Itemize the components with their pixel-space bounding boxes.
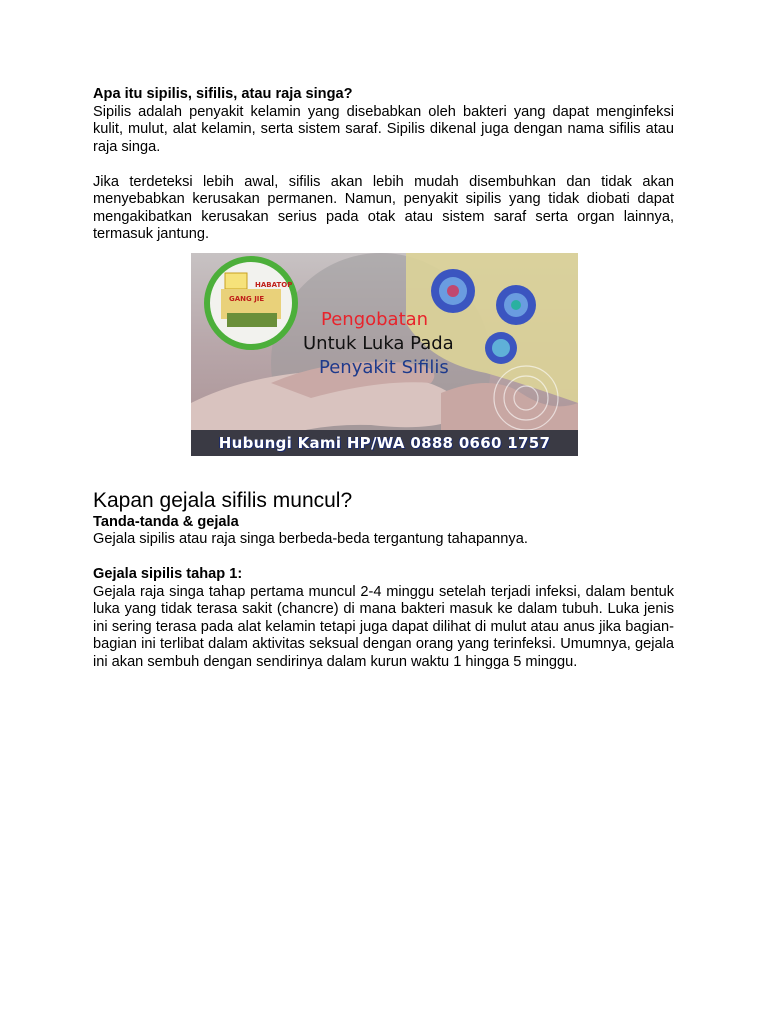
subheading-stage-1: Gejala sipilis tahap 1: bbox=[93, 566, 243, 582]
banner-illustration bbox=[191, 253, 578, 456]
paragraph-intro: Gejala sipilis atau raja singa berbeda-beda tergantung tahapannya. bbox=[93, 531, 528, 547]
paragraph-early-detection: Jika terdeteksi lebih awal, sifilis akan lebih mudah disembuhkan dan tidak akan menyebabkan kerusakan permanen. Namun, penyakit sipilis yang tidak diobati dapat mengakibatkan kerusakan serius pada otak atau sistem saraf serta organ lainnya, termasuk jantung. bbox=[93, 173, 674, 242]
spacer bbox=[93, 549, 674, 567]
product-badge-icon bbox=[207, 259, 295, 347]
svg-text:HABATOP: HABATOP bbox=[255, 280, 293, 289]
banner-title-line-3: Penyakit Sifilis bbox=[319, 356, 449, 378]
banner-contact-bar: Hubungi Kami HP/WA 0888 0660 1757 bbox=[191, 430, 578, 456]
banner-title-line-1: Pengobatan bbox=[321, 308, 429, 330]
promo-banner-image bbox=[191, 253, 578, 456]
document-page bbox=[93, 86, 674, 671]
paragraph-definition: Sipilis adalah penyakit kelamin yang disebabkan oleh bakteri yang dapat menginfeksi kulit, mulut, alat kelamin, serta sistem saraf. Sipilis dikenal juga dengan nama sifilis atau raja singa. bbox=[93, 103, 674, 155]
svg-text:GANG JIE: GANG JIE bbox=[229, 294, 265, 303]
spacer bbox=[93, 156, 674, 174]
banner-title-line-2: Untuk Luka Pada bbox=[303, 332, 454, 354]
subheading-signs: Tanda-tanda & gejala bbox=[93, 513, 239, 530]
paragraph-stage-1: Gejala raja singa tahap pertama muncul 2-4 minggu setelah terjadi infeksi, dalam bentuk luka yang tidak terasa sakit (chancre) di mana bakteri masuk ke dalam tubuh. Luka jenis ini sering terasa pada alat kelamin tetapi juga dapat dilihat di mulut atau anus jika bagian-bagian ini terlibat dalam aktivitas seksual dengan orang yang terinfeksi. Umumnya, gejala ini akan sembuh dengan sendirinya dalam kurun waktu 1 hingga 5 minggu. bbox=[93, 583, 674, 670]
section-heading-what-is: Apa itu sipilis, sifilis, atau raja singa? bbox=[93, 86, 353, 102]
section-heading-symptoms: Kapan gejala sifilis muncul? bbox=[93, 488, 353, 512]
